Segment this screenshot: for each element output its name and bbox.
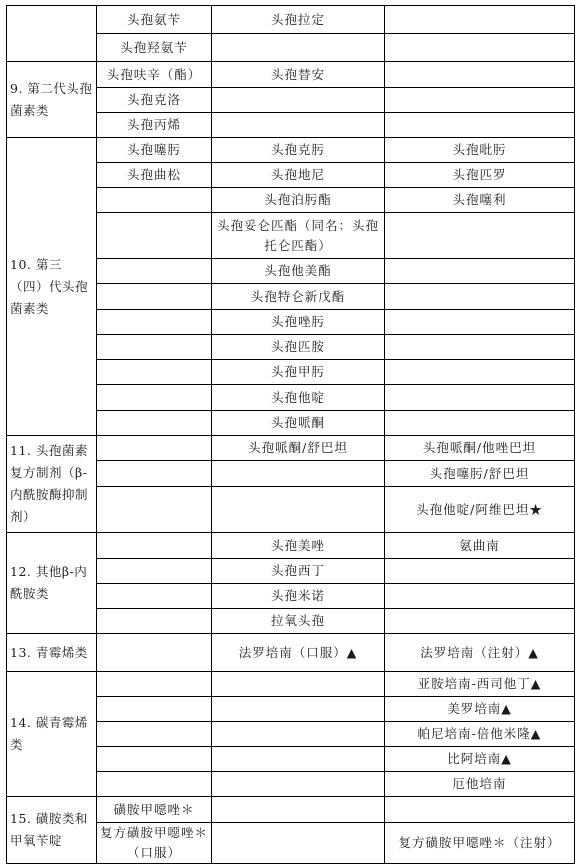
drug-cell: 拉氧头孢: [212, 609, 385, 634]
drug-cell: [385, 584, 575, 609]
drug-cell: [385, 284, 575, 310]
drug-cell: 头孢甲肟: [212, 360, 385, 385]
table-row: [7, 634, 575, 672]
drug-cell: [385, 411, 575, 436]
drug-cell: [385, 213, 575, 259]
drug-cell: [97, 411, 212, 436]
drug-cell: 法罗培南（注射）▲: [385, 634, 575, 672]
drug-cell: [385, 609, 575, 634]
category-cell: [7, 6, 97, 62]
drug-cell: [97, 188, 212, 213]
drug-cell: [385, 259, 575, 284]
drug-cell: 复方磺胺甲噁唑＊（口服）: [97, 823, 212, 864]
drug-cell: [212, 823, 385, 864]
category-cell: 9. 第二代头孢菌素类: [7, 62, 97, 138]
category-cell: 15. 磺胺类和甲氧苄啶: [7, 797, 97, 864]
drug-cell: [212, 88, 385, 113]
drug-cell: [385, 385, 575, 411]
drug-cell: 头孢匹罗: [385, 163, 575, 188]
drug-cell: [97, 310, 212, 335]
drug-cell: 头孢替安: [212, 62, 385, 88]
drug-cell: [385, 360, 575, 385]
drug-cell: [212, 461, 385, 487]
drug-cell: [212, 113, 385, 138]
drug-cell: 头孢唑肟: [212, 310, 385, 335]
category-cell: 11. 头孢菌素复方制剂（β-内酰胺酶抑制剂）: [7, 436, 97, 533]
drug-cell: [97, 461, 212, 487]
drug-cell: [97, 697, 212, 722]
table-row: [7, 138, 575, 163]
drug-cell: 帕尼培南-倍他米隆▲: [385, 722, 575, 747]
drug-cell: [385, 559, 575, 584]
drug-cell: [385, 310, 575, 335]
drug-cell: [97, 772, 212, 797]
drug-cell: 头孢克洛: [97, 88, 212, 113]
drug-cell: [212, 797, 385, 823]
drug-cell: 头孢妥仑匹酯（同名：头孢托仑匹酯）: [212, 213, 385, 259]
drug-cell: 头孢曲松: [97, 163, 212, 188]
drug-cell: [97, 487, 212, 533]
drug-cell: 头孢米诺: [212, 584, 385, 609]
drug-cell: 头孢地尼: [212, 163, 385, 188]
drug-cell: 复方磺胺甲噁唑＊（注射）: [385, 823, 575, 864]
category-cell: 10. 第三（四）代头孢菌素类: [7, 138, 97, 436]
drug-cell: [385, 6, 575, 34]
drug-cell: 头孢噻肟/舒巴坦: [385, 461, 575, 487]
drug-cell: [97, 284, 212, 310]
table-row: [7, 6, 575, 34]
drug-cell: 头孢特仑新戊酯: [212, 284, 385, 310]
drug-cell: 头孢哌酮: [212, 411, 385, 436]
drug-cell: [97, 335, 212, 360]
drug-cell: [385, 34, 575, 62]
category-cell: 13. 青霉烯类: [7, 634, 97, 672]
drug-cell: [212, 34, 385, 62]
drug-cell: 磺胺甲噁唑＊: [97, 797, 212, 823]
table-row: [7, 62, 575, 88]
drug-cell: [97, 533, 212, 559]
drug-cell: [97, 559, 212, 584]
drug-cell: 头孢噻利: [385, 188, 575, 213]
table-row: [7, 533, 575, 559]
drug-cell: 头孢美唑: [212, 533, 385, 559]
drug-cell: [97, 609, 212, 634]
drug-cell: [385, 62, 575, 88]
drug-cell: [385, 113, 575, 138]
drug-cell: 头孢西丁: [212, 559, 385, 584]
drug-cell: 厄他培南: [385, 772, 575, 797]
drug-cell: 头孢吡肟: [385, 138, 575, 163]
drug-cell: 头孢泊肟酯: [212, 188, 385, 213]
drug-cell: [97, 436, 212, 461]
table-row: [7, 672, 575, 697]
drug-cell: [385, 88, 575, 113]
drug-cell: 比阿培南▲: [385, 747, 575, 772]
drug-cell: 头孢他啶: [212, 385, 385, 411]
drug-cell: [97, 722, 212, 747]
drug-cell: [97, 259, 212, 284]
drug-cell: [212, 722, 385, 747]
drug-cell: 头孢哌酮/舒巴坦: [212, 436, 385, 461]
drug-cell: 头孢拉定: [212, 6, 385, 34]
drug-cell: [97, 360, 212, 385]
drug-cell: [385, 797, 575, 823]
table-row: [7, 436, 575, 461]
drug-cell: 头孢呋辛（酯）: [97, 62, 212, 88]
drug-cell: 头孢匹胺: [212, 335, 385, 360]
category-cell: 14. 碳青霉烯类: [7, 672, 97, 797]
drug-cell: 头孢噻肟: [97, 138, 212, 163]
drug-cell: 头孢氨苄: [97, 6, 212, 34]
drug-cell: 头孢克肟: [212, 138, 385, 163]
drug-cell: [212, 487, 385, 533]
drug-cell: 头孢丙烯: [97, 113, 212, 138]
category-cell: 12. 其他β-内酰胺类: [7, 533, 97, 634]
drug-cell: [97, 213, 212, 259]
drug-cell: 头孢羟氨苄: [97, 34, 212, 62]
drug-cell: 头孢哌酮/他唑巴坦: [385, 436, 575, 461]
drug-cell: [97, 584, 212, 609]
drug-cell: [97, 634, 212, 672]
drug-cell: 氨曲南: [385, 533, 575, 559]
drug-cell: 美罗培南▲: [385, 697, 575, 722]
drug-cell: [212, 672, 385, 697]
table-row: [7, 797, 575, 823]
drug-classification-table: [6, 5, 575, 864]
drug-cell: 头孢他美酯: [212, 259, 385, 284]
drug-cell: 亚胺培南-西司他丁▲: [385, 672, 575, 697]
drug-cell: [97, 385, 212, 411]
drug-cell: 头孢他啶/阿维巴坦★: [385, 487, 575, 533]
drug-cell: [97, 747, 212, 772]
drug-cell: [212, 772, 385, 797]
drug-cell: [212, 697, 385, 722]
drug-cell: 法罗培南（口服）▲: [212, 634, 385, 672]
drug-cell: [212, 747, 385, 772]
drug-cell: [385, 335, 575, 360]
drug-cell: [97, 672, 212, 697]
